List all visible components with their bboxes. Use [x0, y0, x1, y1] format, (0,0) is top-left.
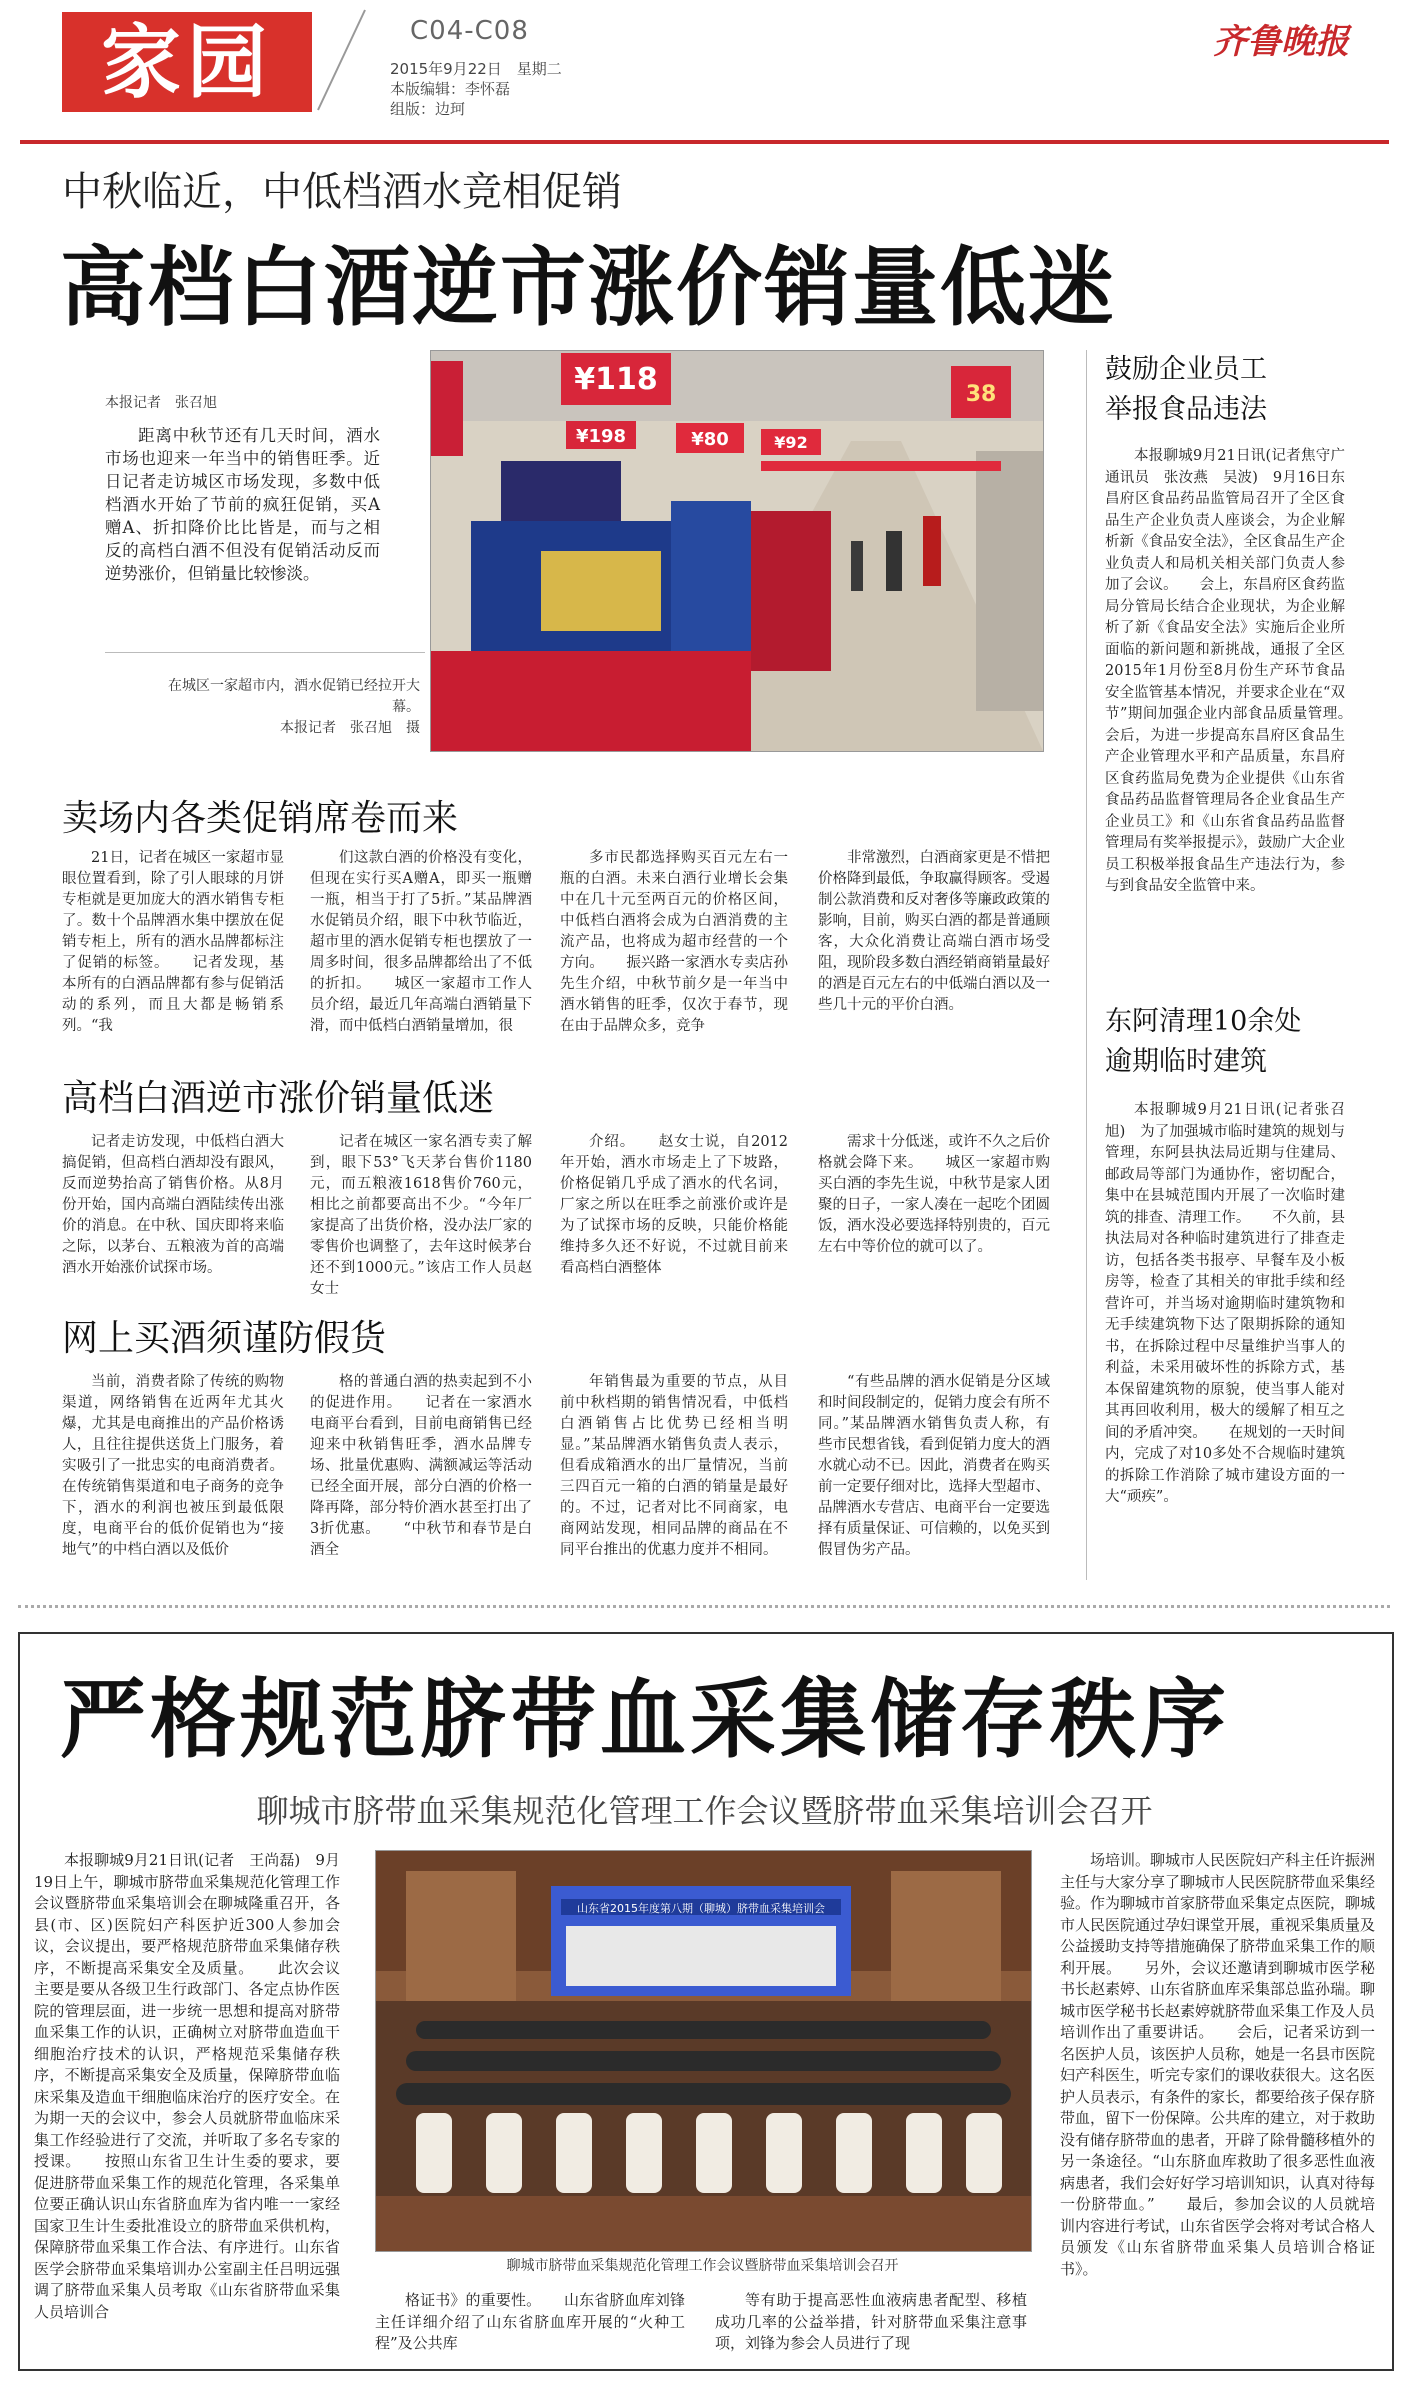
promo-sign-text: ¥80 [691, 429, 729, 450]
article2-col1-text: 本报聊城9月21日讯(记者 王尚磊) 9月19日上午，聊城市脐带血采集规范化管理工作会议暨脐带血采集培训会在聊城隆重召开，各县(市、区)医院妇产科医护近300人参加会议，会议提出，要严格规范脐带血采集储存秩序，不断提高采集安全及质量。 此次会议主要是要从各级卫生行政部门、各定点协作医院的管理层面，进一步统一思想和提高对脐带血采集工作的认识，正确树立对脐带血造血干细胞治疗技术的认识，严格规范采集储存秩序，不断提高采集安全及质量，保障脐带血临床采集及造血干细胞临床治疗的医疗安全。在为期一天的会议中，参会人员就脐带血临床采集工作经验进行了交流，并听取了多名专家的授课。 按照山东省卫生计生委的要求，要促进脐带血采集工作的规范化管理，各采集单位要正确认识山东省脐血库为省内唯一一家经国家卫生计生委批准设立的脐带血采供机构，保障脐带血采集工作合法、有序进行。山东省医学会脐带血采集培训办公室副主任吕明远强调了脐带血采集人员考取《山东省脐带血采集人员培训合 [34, 1851, 340, 2321]
section3-col1 [62, 1372, 284, 1561]
section3-title: 网上买酒须谨防假货 [62, 1318, 387, 1359]
section1-col2-text: 们这款白酒的价格没有变化，但现在实行买A赠A，即买一瓶赠一瓶，相当于打了5折。”某品牌酒水促销员介绍，眼下中秋节临近，超市里的酒水促销专柜也摆放了一周多时间，很多品牌都给出了不低的折扣。 城区一家超市工作人员介绍，最近几年高端白酒销量下滑，而中低档白酒销量增加，很 [310, 850, 532, 1034]
sidebar-story1-text: 本报聊城9月21日讯(记者焦守广 通讯员 张汝燕 吴波) 9月16日东昌府区食品药品监管局召开了全区食品生产企业负责人座谈会，为企业解析新《食品安全法》，全区食品生产企业负责人和局机关相关部门负责人参加了会议。 会上，东昌府区食药监局分管局长结合企业现状，为企业解析了新《食品安全法》实施后企业所面临的新问题和新挑战，通报了全区2015年1月份至8月份生产环节食品安全监管基本情况，并要求企业在“双节”期间加强企业内部食品质量管理。 会后，为进一步提高东昌府区食品生产企业管理水平和产品质量，东昌府区食药监局免费为企业提供《山东省食品药品监督管理局各企业食品生产企业员工》和《山东省食品药品监督管理局有奖举报提示》，鼓励广大企业员工积极举报食品生产违法行为，参与到食品安全监管中来。 [1105, 448, 1374, 894]
section3-col1-text: 当前，消费者除了传统的购物渠道，网络销售在近两年尤其火爆，尤其是电商推出的产品价格诱人，且往往提供送货上门服务，着实吸引了一批忠实的电商消费者。在传统销售渠道和电子商务的竞争下，酒水的利润也被压到最低限度，电商平台的低价促销也为“接地气”的中档白酒以及低价 [62, 1374, 284, 1558]
photo1-credit: 本报记者 张召旭 摄 [280, 720, 420, 736]
article1-lead [105, 424, 380, 585]
article1-lead-text: 距离中秋节还有几天时间，酒水市场也迎来一年当中的销售旺季。近日记者走访城区市场发现，多数中低档酒水开始了节前的疯狂促销，买A赠A、折扣降价比比皆是，而与之相反的高档白酒不但没有促销活动反而逆势涨价，但销量比较惨淡。 [105, 426, 380, 583]
sidebar-story1-body [1105, 446, 1374, 898]
section3-col2 [310, 1372, 532, 1561]
sidebar-story1-title-line2: 举报食品违法 [1105, 394, 1267, 425]
article2-col1 [34, 1850, 340, 2323]
section3-col2-text: 格的普通白酒的热卖起到不小的促进作用。 记者在一家酒水电商平台看到，目前电商销售已经迎来中秋销售旺季，酒水品牌专场、批量优惠购、满额减运等活动已经全面开展，部分白酒的价格一降再降，部分特价酒水甚至打出了3折优惠。 “中秋节和春节是白酒全 [310, 1374, 532, 1558]
page-separator [18, 1605, 1390, 1608]
sidebar-story2-title-line2: 逾期临时建筑 [1105, 1046, 1267, 1077]
section1-col4 [818, 848, 1050, 1016]
article2-col-mid-left-text: 格证书》的重要性。 山东省脐血库刘锋主任详细介绍了山东省脐血库开展的“火种工程”及公共库 [375, 2291, 685, 2352]
section1-col1 [62, 848, 284, 1037]
section1-col2 [310, 848, 532, 1037]
article2-col3 [1060, 1850, 1375, 2280]
section3-col3-text: 年销售最为重要的节点，从目前中秋档期的销售情况看，中低档白酒销售占比优势已经相当明显。”某品牌酒水销售负责人表示，但看成箱酒水的出厂量情况，当前三四百元一箱的白酒的销量是最好的。不过，记者对比不同商家，电商网站发现，相同品牌的商品在不同平台推出的优惠力度并不相同。 [560, 1374, 788, 1558]
date-line: 2015年9月22日 星期二 [390, 60, 562, 78]
paper-name-logo: 齐鲁晚报 [1213, 22, 1349, 62]
section2-col2-text: 记者在城区一家名酒专卖了解到，眼下53°飞天茅台售价1180元，而五粮液1618售价760元，相比之前都要高出不少。“今年厂家提高了出货价格，没办法厂家的零售价也调整了，去年这时候茅台还不到1000元。”该店工作人员赵女士 [310, 1134, 532, 1297]
article1-kicker: 中秋临近，中低档酒水竞相促销 [62, 169, 622, 215]
section2-col2 [310, 1132, 532, 1300]
section2-col3 [560, 1132, 788, 1279]
section2-col1 [62, 1132, 284, 1279]
sidebar-story2-title-line1: 东阿清理10余处 [1105, 1006, 1302, 1037]
section2-col4 [818, 1132, 1050, 1258]
masthead-slash-graphic [310, 6, 370, 114]
section-logo: 家园 [62, 12, 312, 112]
section1-title: 卖场内各类促销席卷而来 [62, 798, 459, 839]
sidebar-story2-text: 本报聊城9月21日讯(记者张召旭) 为了加强城市临时建筑的规划与管理，东阿县执法局近期与住建局、邮政局等部门为通协作，密切配合，集中在县城范围内开展了一次临时建筑的排查、清理工作。 不久前，县执法局对各种临时建筑进行了排查走访，包括各类书报亭、早餐车及小板房等，检查了其相关的审批手续和经营许可，并当场对逾期临时建筑物和无手续建筑物下达了限期拆除的通知书，在拆除过程中尽量维护当事人的利益，未采用破坏性的拆除方式，基本保留建筑物的原貌，使当事人能对其再回收利用，极大的缓解了相互之间的矛盾冲突。 在规划的一天时间内，完成了对10多处不合规临时建筑的拆除工作消除了城市建设方面的一大“顽疾”。 [1105, 1102, 1345, 1505]
article2-col-mid-left [375, 2290, 685, 2355]
sidebar-divider [1086, 350, 1087, 1580]
section2-col3-text: 介绍。 赵女士说，自2012年开始，酒水市场走上了下坡路，价格促销几乎成了酒水的代名词，厂家之所以在旺季之前涨价或许是为了试探市场的反映，只能价格能维持多久还不好说，不过就目前来看高档白酒整体 [560, 1134, 788, 1276]
promo-sign-text: ¥198 [575, 426, 627, 447]
article2-col3-text: 场培训。聊城市人民医院妇产科主任许振洲主任与大家分享了聊城市人民医院脐带血采集经验。作为聊城市首家脐带血采集定点医院，聊城市人民医院通过孕妇课堂开展，重视采集质量及公益援助支持等措施确保了脐带血采集工作的顺利开展。 另外，会议还邀请到聊城市医学秘书长赵素婷、山东省脐血库采集部总监孙瑞。聊城市医学秘书长赵素婷就脐带血采集工作及人员培训作出了重要讲话。 会后，记者采访到一名医护人员，该医护人员称，她是一名县市医院妇产科医生，听完专家们的课收获很大。这名医护人员表示，有条件的家长，都要给孩子保存脐带血，留下一份保障。公共库的建立，对于救助没有储存脐带血的患者，开辟了除骨髓移植外的另一条途径。“山东脐血库救助了很多恶性血液病患者，我们会好好学习培训知识，认真对待每一份脐带血。” 最后，参加会议的人员就培训内容进行考试，山东省医学会将对考试合格人员颁发《山东省脐带血采集人员培训合格证书》。 [1060, 1851, 1376, 2278]
sidebar-story2-body [1105, 1100, 1345, 1509]
article1-byline: 本报记者 张召旭 [105, 395, 217, 411]
promo-sign-text: 38 [965, 382, 997, 407]
supermarket-photo [430, 350, 1044, 752]
page-range: C04-C08 [410, 16, 529, 46]
article1-headline: 高档白酒逆市涨价销量低迷 [60, 237, 1116, 338]
section2-col1-text: 记者走访发现，中低档白酒大搞促销，但高档白酒却没有跟风，反而逆势抬高了销售价格。从8月份开始，国内高端白酒陆续传出涨价的消息。在中秋、国庆即将来临之际，以茅台、五粮液为首的高端酒水开始涨价试探市场。 [62, 1134, 284, 1276]
promo-sign-text: ¥118 [574, 362, 658, 397]
sidebar-story1-title-line1: 鼓励企业员工 [1105, 354, 1267, 385]
lead-divider [105, 652, 425, 653]
editor-line: 本版编辑：李怀磊 [390, 80, 511, 98]
section2-title: 高档白酒逆市涨价销量低迷 [62, 1078, 495, 1119]
meeting-photo [375, 1850, 1032, 2252]
promo-sign-text: ¥92 [774, 433, 808, 452]
section3-col3 [560, 1372, 788, 1561]
photo1-caption: 在城区一家超市内，酒水促销已经拉开大幕。 [168, 678, 420, 715]
section1-col4-text: 非常激烈，白酒商家更是不惜把价格降到最低，争取赢得顾客。受遏制公款消费和反对奢侈等廉政政策的影响，目前，购买白酒的都是普通顾客，大众化消费让高端白酒市场受阻，现阶段多数白酒经销商销量最好的酒是百元左右的中低端白酒以及一些几十元的平价白酒。 [818, 850, 1050, 1013]
section1-col3-text: 多市民都选择购买百元左右一瓶的白酒。未来白酒行业增长会集中在几十元至两百元的价格区间，中低档白酒将会成为白酒消费的主流产品，也将成为超市经营的一个方向。 振兴路一家酒水专卖店孙先生介绍，中秋节前夕是一年当中酒水销售的旺季，仅次于春节，现在由于品牌众多，竞争 [560, 850, 788, 1034]
section3-col4-text: “有些品牌的酒水促销是分区域和时间段制定的，促销力度会有所不同。”某品牌酒水销售负责人称，有些市民想省钱，看到促销力度大的酒水就心动不已。因此，消费者在购买前一定要仔细对比，选择大型超市、品牌酒水专营店、电商平台一定要选择有质量保证、可信赖的，以免买到假冒伪劣产品。 [818, 1374, 1050, 1558]
sidebar-story1-title [1105, 350, 1267, 430]
top-rule [20, 140, 1389, 144]
article2-col-mid-right [715, 2290, 1027, 2355]
section1-col3 [560, 848, 788, 1037]
meeting-banner-text: 山东省2015年度第八期（聊城）脐带血采集培训会 [577, 1902, 825, 1915]
article2-headline: 严格规范脐带血采集储存秩序 [60, 1669, 1230, 1770]
section3-col4 [818, 1372, 1050, 1561]
article2-subhead: 聊城市脐带血采集规范化管理工作会议暨脐带血采集培训会召开 [256, 1792, 1153, 1830]
meeting-photo-caption: 聊城市脐带血采集规范化管理工作会议暨脐带血采集培训会召开 [506, 2258, 899, 2274]
section2-col4-text: 需求十分低迷，或许不久之后价格就会降下来。 城区一家超市购买白酒的李先生说，中秋节是家人团聚的日子，一家人凑在一起吃个团圆饭，酒水没必要选择特别贵的，百元左右中等价位的就可以了。 [818, 1134, 1050, 1255]
section1-col1-text: 21日，记者在城区一家超市显眼位置看到，除了引人眼球的月饼专柜就是更加庞大的酒水销售专柜了。数十个品牌酒水集中摆放在促销专柜上，所有的酒水品牌都标注了促销的标签。 记者发现，基本所有的白酒品牌都有参与促销活动的系列，而且大都是畅销系列。“我 [62, 850, 284, 1034]
sidebar-story2-title [1105, 1002, 1301, 1082]
layout-line: 组版：边珂 [390, 100, 466, 118]
article2-col-mid-right-text: 等有助于提高恶性血液病患者配型、移植成功几率的公益举措，针对脐带血采集注意事项，刘锋为参会人员进行了现 [715, 2291, 1027, 2352]
